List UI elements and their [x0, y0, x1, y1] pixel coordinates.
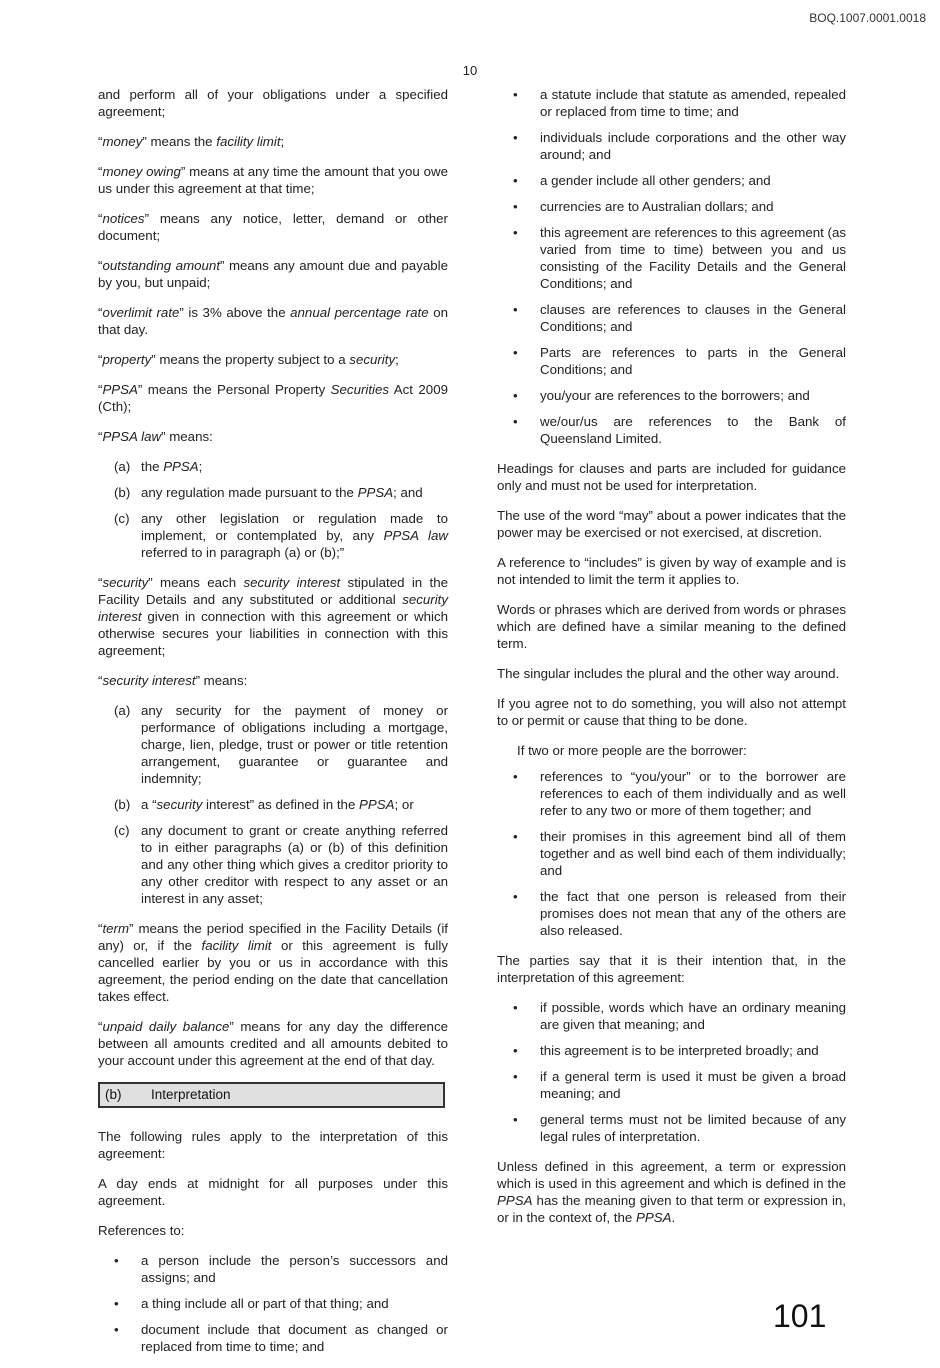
list-item: • you/your are references to the borrowers; and [513, 388, 810, 403]
list-item: • individuals include corporations and the other way around; and [513, 130, 846, 162]
definition-notices: “notices” means any notice, letter, demand or other document; [98, 211, 448, 243]
security-interest-list [98, 702, 448, 907]
list-item: • we/our/us are references to the Bank of Queensland Limited. [513, 414, 846, 446]
list-item: (a) the PPSA; [114, 459, 203, 474]
paragraph-includes: A reference to “includes” is given by way of example and is not intended to limit the term it applies to. [497, 555, 846, 587]
bullet-icon: • [513, 1000, 518, 1015]
list-item: • a person include the person’s successors and assigns; and [114, 1253, 448, 1285]
bullet-icon: • [513, 769, 518, 784]
bullet-icon: • [114, 1296, 119, 1311]
bullet-icon: • [513, 87, 518, 102]
list-item: • this agreement are references to this agreement (as varied from time to time) between you and us consisting of the Facility Details and the General Conditions; and [513, 225, 846, 291]
definition-ppsa-law: “PPSA law” means: [98, 429, 213, 444]
bullet-icon: • [114, 1253, 119, 1268]
list-item: • their promises in this agreement bind all of them together and as well bind each of them individually; and [513, 829, 846, 878]
bullet-icon: • [513, 1069, 518, 1084]
bullet-icon: • [513, 1112, 518, 1127]
definition-money-owing: “money owing” means at any time the amount that you owe us under this agreement at that time; [98, 164, 448, 196]
list-item: • currencies are to Australian dollars; and [513, 199, 774, 214]
page-number: 10 [462, 63, 478, 78]
references-list-left [98, 1252, 448, 1355]
right-column [497, 86, 846, 1239]
ppsa-law-list [98, 458, 448, 561]
list-item: • this agreement is to be interpreted broadly; and [513, 1043, 819, 1058]
list-item: • if possible, words which have an ordinary meaning are given that meaning; and [513, 1000, 846, 1032]
paragraph-unless-defined: Unless defined in this agreement, a term or expression which is used in this agreement and which is defined in the PPSA has the meaning given to that term or expression in, or in the context of, the PPSA. [497, 1159, 846, 1225]
list-item: • a gender include all other genders; and [513, 173, 771, 188]
paragraph-singular: The singular includes the plural and the other way around. [497, 666, 840, 681]
list-item: • if a general term is used it must be given a broad meaning; and [513, 1069, 846, 1101]
paragraph-words: Words or phrases which are derived from words or phrases which are defined have a similar meaning to the defined term. [497, 602, 846, 651]
bullet-icon: • [114, 1322, 119, 1337]
parties-list [497, 999, 846, 1145]
page-number-large: 101 [773, 1298, 827, 1334]
list-item: (b) any regulation made pursuant to the PPSA; and [114, 485, 423, 500]
bullet-icon: • [513, 199, 518, 214]
list-item: • a statute include that statute as amended, repealed or replaced from time to time; and [513, 87, 846, 119]
paragraph-day: A day ends at midnight for all purposes under this agreement. [98, 1176, 448, 1208]
bullet-icon: • [513, 889, 518, 904]
bullet-icon: • [513, 1043, 518, 1058]
list-item: (c) any document to grant or create anything referred to in either paragraphs (a) or (b) of this definition and any other thing which gives a creditor priority to any other creditor with respect to any asset or an interest in any asset; [114, 823, 448, 906]
definition-term: “term” means the period specified in the Facility Details (if any) or, if the facility limit or this agreement is fully cancelled earlier by you or us in accordance with this agreement, the period ending on the date that cancellation takes effect. [98, 921, 448, 1004]
bullet-icon: • [513, 829, 518, 844]
paragraph-may: The use of the word “may” about a power indicates that the power may be exercised or not exercised, at discretion. [497, 508, 846, 540]
list-item: • general terms must not be limited because of any legal rules of interpretation. [513, 1112, 846, 1144]
document-id: BOQ.1007.0001.0018 [809, 11, 926, 25]
list-item: (b) a “security interest” as defined in the PPSA; or [114, 797, 414, 812]
definition-security: “security” means each security interest stipulated in the Facility Details and any substituted or additional security interest given in connection with this agreement or which otherwise secures your liabilities in connection with this agreement; [98, 575, 448, 658]
definition-outstanding-amount: “outstanding amount” means any amount due and payable by you, but unpaid; [98, 258, 448, 290]
paragraph-rules: The following rules apply to the interpretation of this agreement: [98, 1129, 448, 1161]
borrower-list [497, 768, 846, 939]
section-title: Interpretation [151, 1087, 231, 1102]
definition-money: “money” means the facility limit; [98, 134, 285, 149]
section-heading-interpretation [98, 1082, 445, 1108]
bullet-icon: • [513, 345, 518, 360]
definition-ppsa: “PPSA” means the Personal Property Securities Act 2009 (Cth); [98, 382, 448, 414]
references-list-right [497, 86, 846, 447]
list-item: • Parts are references to parts in the General Conditions; and [513, 345, 846, 377]
paragraph-continuation: and perform all of your obligations under a specified agreement; [98, 87, 448, 119]
bullet-icon: • [513, 130, 518, 145]
list-item: • document include that document as changed or replaced from time to time; and [114, 1322, 448, 1354]
list-item: (a) any security for the payment of money or performance of obligations including a mortgage, charge, lien, pledge, trust or power or title retention arrangement, guarantee or guarantee and indemnity; [114, 703, 448, 786]
section-number: (b) [105, 1087, 122, 1102]
paragraph-references: References to: [98, 1223, 185, 1238]
bullet-icon: • [513, 225, 518, 240]
definition-overlimit-rate: “overlimit rate” is 3% above the annual percentage rate on that day. [98, 305, 448, 337]
definition-unpaid-daily-balance: “unpaid daily balance” means for any day the difference between all amounts credited and all amounts debited to your account under this agreement at the end of that day. [98, 1019, 448, 1068]
paragraph-two-people: If two or more people are the borrower: [517, 743, 747, 758]
left-column [98, 86, 448, 1368]
list-item: • the fact that one person is released from their promises does not mean that any of the others are also released. [513, 889, 846, 938]
paragraph-agree: If you agree not to do something, you will also not attempt to or permit or cause that thing to be done. [497, 696, 846, 728]
paragraph-headings: Headings for clauses and parts are included for guidance only and must not be used for interpretation. [497, 461, 846, 493]
list-item: • a thing include all or part of that thing; and [114, 1296, 389, 1311]
bullet-icon: • [513, 388, 518, 403]
paragraph-parties: The parties say that it is their intention that, in the interpretation of this agreement: [497, 953, 846, 985]
bullet-icon: • [513, 414, 518, 429]
bullet-icon: • [513, 173, 518, 188]
list-item: (c) any other legislation or regulation made to implement, or contemplated by, any PPSA law referred to in paragraph (a) or (b);” [114, 511, 448, 560]
bullet-icon: • [513, 302, 518, 317]
list-item: • clauses are references to clauses in the General Conditions; and [513, 302, 846, 334]
list-item: • references to “you/your” or to the borrower are references to each of them individually and as well refer to any two or more of them together; and [513, 769, 846, 818]
definition-security-interest: “security interest” means: [98, 673, 248, 688]
definition-property: “property” means the property subject to a security; [98, 352, 399, 367]
